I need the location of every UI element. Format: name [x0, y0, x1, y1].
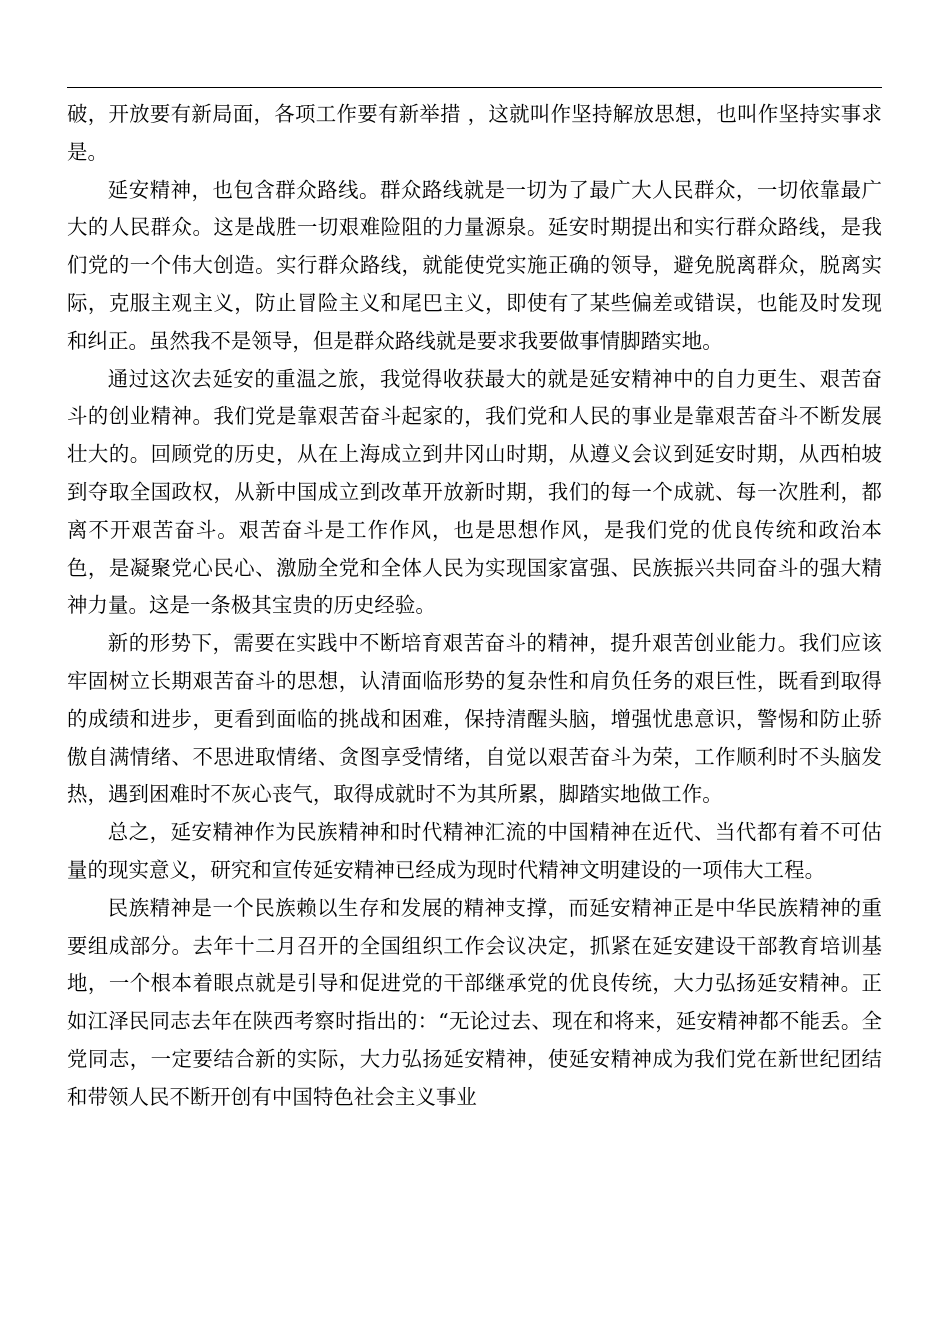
paragraph-continuation: 破，开放要有新局面，各项工作要有新举措 ，这就叫作坚持解放思想，也叫作坚持实事求是。	[67, 102, 882, 164]
paragraph-national-spirit: 民族精神是一个民族赖以生存和发展的精神支撑，而延安精神正是中华民族精神的重要组成部分。去年十二月召开的全国组织工作会议决定，抓紧在延安建设干部教育培训基地，一个根本着眼点就是引导和促进党的干部继承党的优良传统，大力弘扬延安精神。正如江泽民同志去年在陕西考察时指出的：“无论过去、现在和将来，延安精神都不能丢。全党同志，一定要结合新的实际，大力弘扬延安精神，使延安精神成为我们党在新世纪团结和带领人民不断开创有中国特色社会主义事业	[67, 895, 882, 1109]
header-rule	[67, 87, 882, 88]
paragraph-new-situation: 新的形势下，需要在实践中不断培育艰苦奋斗的精神，提升艰苦创业能力。我们应该牢固树立长期艰苦奋斗的思想，认清面临形势的复杂性和肩负任务的艰巨性，既看到取得的成绩和进步，更看到面临的挑战和困难，保持清醒头脑，增强忧患意识，警惕和防止骄傲自满情绪、不思进取情绪、贪图享受情绪，自觉以艰苦奋斗为荣，工作顺利时不头脑发热，遇到困难时不灰心丧气，取得成就时不为其所累，脚踏实地做工作。	[67, 631, 882, 807]
document-body	[67, 96, 882, 1117]
paragraph-hard-work: 通过这次去延安的重温之旅，我觉得收获最大的就是延安精神中的自力更生、艰苦奋斗的创业精神。我们党是靠艰苦奋斗起家的，我们党和人民的事业是靠艰苦奋斗不断发展壮大的。回顾党的历史，从在上海成立到井冈山时期，从遵义会议到延安时期，从西柏坡到夺取全国政权，从新中国成立到改革开放新时期，我们的每一个成就、每一次胜利，都离不开艰苦奋斗。艰苦奋斗是工作作风，也是思想作风，是我们党的优良传统和政治本色，是凝聚党心民心、激励全党和全体人民为实现国家富强、民族振兴共同奋斗的强大精神力量。这是一条极其宝贵的历史经验。	[67, 366, 882, 618]
paragraph-summary: 总之，延安精神作为民族精神和时代精神汇流的中国精神在近代、当代都有着不可估量的现实意义，研究和宣传延安精神已经成为现时代精神文明建设的一项伟大工程。	[67, 820, 882, 882]
paragraph-mass-line: 延安精神，也包含群众路线。群众路线就是一切为了最广大人民群众，一切依靠最广大的人民群众。这是战胜一切艰难险阻的力量源泉。延安时期提出和实行群众路线，是我们党的一个伟大创造。实行群众路线，就能使党实施正确的领导，避免脱离群众，脱离实际，克服主观主义，防止冒险主义和尾巴主义，即使有了某些偏差或错误，也能及时发现和纠正。虽然我不是领导，但是群众路线就是要求我要做事情脚踏实地。	[67, 177, 882, 353]
